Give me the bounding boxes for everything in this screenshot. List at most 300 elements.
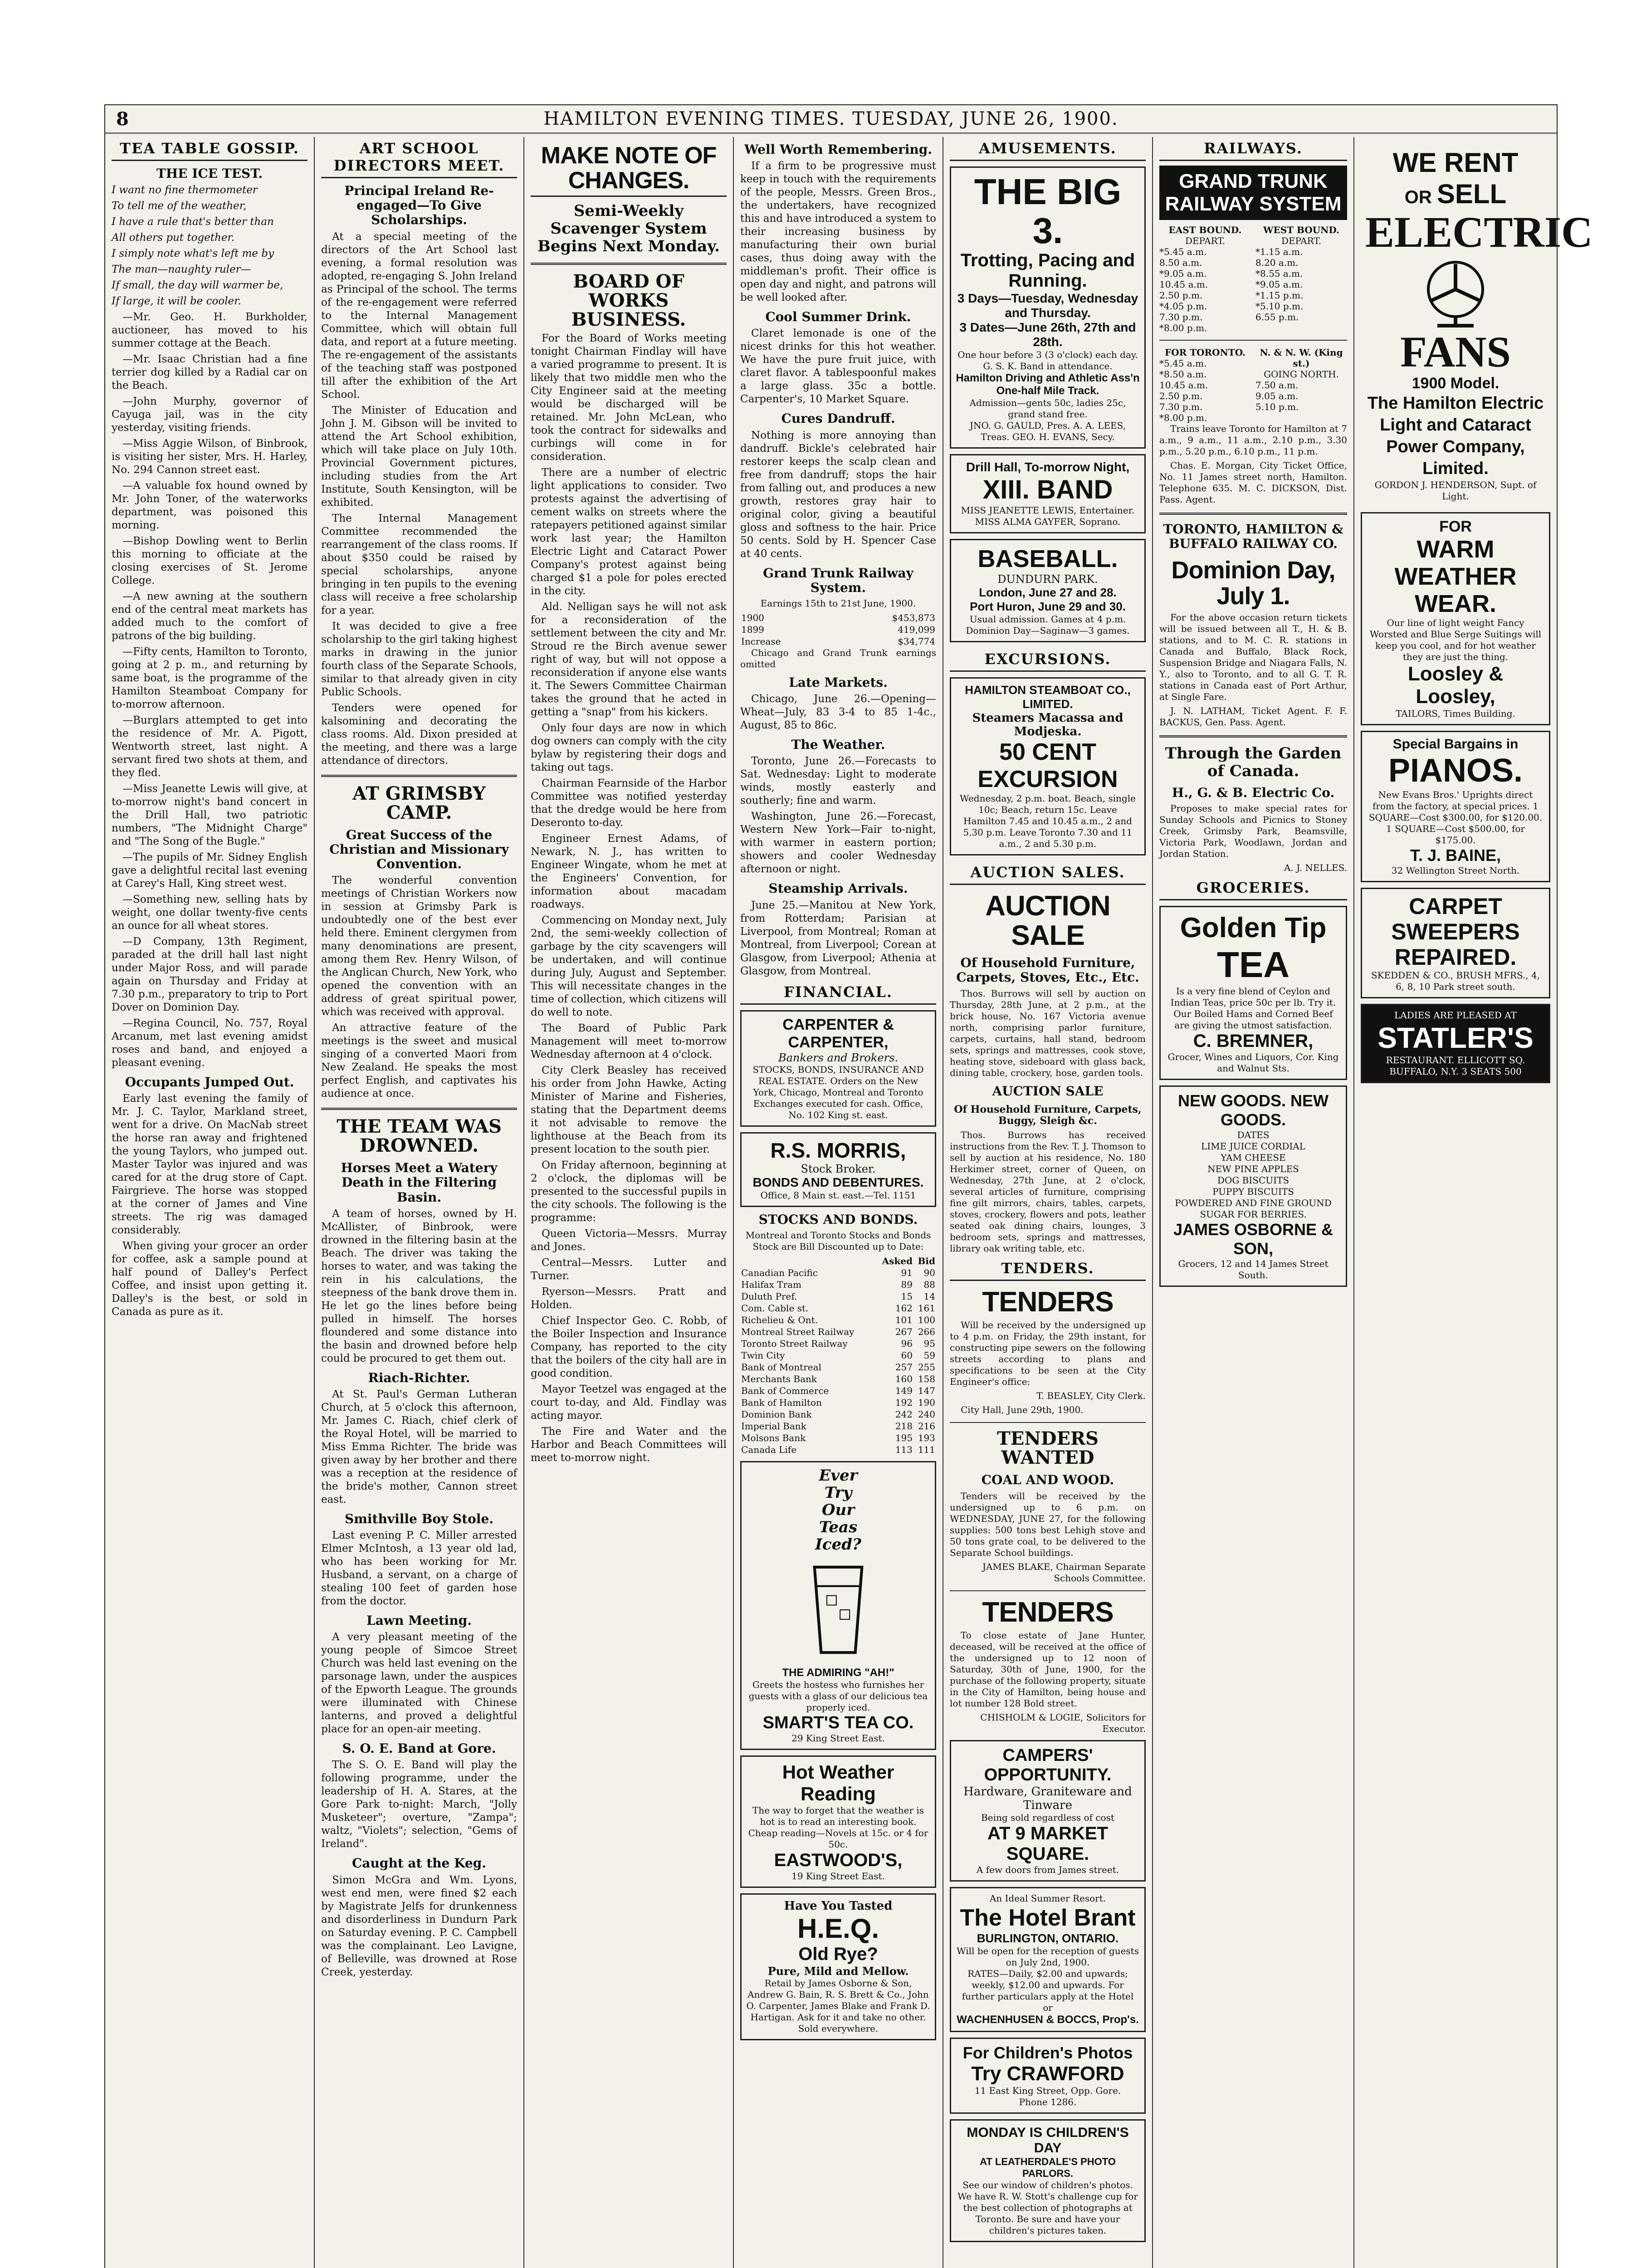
ad-title: WARM WEATHER WEAR.: [1394, 536, 1517, 617]
ad-sign: JAMES BLAKE, Chairman Separate Schools Committee.: [982, 1561, 1146, 1584]
paragraph: Chairman Fearnside of the Harbor Committee was notified yesterday that the dredge would be here from Deseronto to-day.: [531, 777, 727, 829]
table-cell: 111: [918, 1444, 935, 1455]
ad-line: 3 Dates—June 26th, 27th and 28th.: [959, 320, 1136, 349]
section-heading-excursions: EXCURSIONS.: [950, 648, 1146, 672]
ad-address: 29 King Street East.: [791, 1732, 885, 1744]
paragraph: At St. Paul's German Lutheran Church, at 5 o'clock this afternoon, Mr. James C. Riach, chief clerk of the Royal Hotel, will be married to Miss Emma Richter. The bride was given away by her brother and there was a reception at the residence of the bride's mother, Cannon street east.: [321, 1388, 517, 1505]
ad-text: Thos. Burrows has received instructions from the Rev. T. J. Thomson to sell by auction at his residence, No. 180 Herkimer street, corner of Queen, on Wednesday, 27th June, at 2 o'clock, several articles of furniture, comprising fine gilt mirrors, chairs, tables, carpets, stoves, crockery, flowers and pots, leather seated oak dining chairs, lounges, 3 bedroom sets, springs and mattresses, library oak writing table, etc.: [950, 1129, 1146, 1254]
ad-date: City Hall, June 29th, 1900.: [961, 1404, 1084, 1416]
ad-morris: [740, 1132, 936, 1207]
ad-electric: ELECTRIC: [1365, 208, 1593, 256]
section-heading: RAILWAYS.: [1159, 137, 1347, 161]
ad-text: Greets the hostess who furnishes her guests with a glass of our delicious tea properly iced.: [748, 1679, 928, 1713]
ad-text: Thos. Burrows will sell by auction on Thursday, 28th June, at 2 p.m., at the brick house, No. 167 Victoria avenue north, comprising parlor furniture, carpets, curtains, hall stand, bedroom sets, springs and mattresses, cook stove, heating stove, sideboard with glass back, dining table, crockery, hose, garden tools.: [950, 987, 1146, 1078]
table-cell: $34,774: [898, 635, 935, 647]
ad-leatherdale: [950, 2119, 1146, 2242]
iced-tea-glass-icon: [791, 1558, 886, 1662]
ad-heq-rye: [740, 1893, 936, 2040]
ad-subtitle: Steamers Macassa and Modjeska.: [972, 711, 1123, 738]
table-cell: Canada Life: [741, 1444, 797, 1455]
ad-name: XIII. BAND: [982, 475, 1113, 504]
table-cell: 419,099: [898, 624, 935, 635]
garden-sign: A. J. NELLES.: [1284, 862, 1347, 874]
column-art-school: [315, 137, 524, 2268]
section-heading-financial: FINANCIAL.: [740, 981, 936, 1005]
ad-baseball: [950, 539, 1146, 642]
table-row: [740, 1290, 936, 1302]
table-cell: 266: [918, 1326, 935, 1337]
toronto-times: [1159, 358, 1251, 423]
ad-subtitle: Of Household Furniture, Carpets, Buggy, Sleigh &c.: [954, 1103, 1142, 1127]
paragraph: —John Murphy, governor of Cayuga jail, was in the city yesterday, visiting friends.: [112, 396, 308, 434]
table-row: [740, 1385, 936, 1397]
table-cell: 1900: [741, 612, 764, 623]
paragraph: —A valuable fox hound owned by Mr. John Toner, of the waterworks department, was poisoned this morning.: [112, 480, 308, 532]
ad-lines: [746, 1467, 930, 1553]
ad-title: Hot Weather Reading: [782, 1761, 894, 1804]
table-cell: 190: [918, 1397, 935, 1408]
paragraph: Queen Victoria—Messrs. Murray and Jones.: [531, 1228, 727, 1253]
paragraph: —Burglars attempted to get into the residence of Mr. A. Pigott, Wentworth street, last night. A servant fired two shots at them, and they fled.: [112, 714, 308, 779]
west-times: [1255, 246, 1347, 323]
table-cell: 195: [895, 1432, 913, 1443]
grand-trunk-logo: GRAND TRUNK RAILWAY SYSTEM: [1159, 166, 1347, 220]
ad-shop: T. J. BAINE,: [1410, 846, 1501, 865]
ad-list: [1165, 1129, 1341, 1220]
line-item: *8.55 a.m.: [1255, 268, 1303, 279]
line-item: Try: [824, 1483, 852, 1502]
ad-for: FOR: [1439, 518, 1472, 535]
ad-text: New Evans Bros.' Uprights direct from the factory, at special prices. 1 SQUARE—Cost $300.00, for $120.00. 1 SQUARE—Cost $500.00, for $175.00.: [1368, 789, 1543, 846]
ad-address: TAILORS, Times Building.: [1396, 708, 1515, 719]
table-cell: 257: [895, 1361, 913, 1373]
table-cell: Dominion Bank: [741, 1408, 812, 1420]
table-cell: 91: [901, 1267, 913, 1278]
toronto-timetable: [1159, 347, 1347, 423]
ad-line: MISS JEANETTE LEWIS, Entertainer.: [961, 505, 1135, 516]
paragraph: Washington, June 26.—Forecast, Western New York—Fair to-night, with warmer in eastern portion; showers and cooler Wednesday afternoon or night.: [740, 811, 936, 875]
paragraph: Engineer Ernest Adams, of Newark, N. J., has written to Engineer Wingate, whom he met at the Engineers' Convention, for information about macadam roadways.: [531, 833, 727, 911]
ad-address: 32 Wellington Street North.: [1391, 865, 1520, 876]
thb-heading: TORONTO, HAMILTON & BUFFALO RAILWAY CO.: [1163, 522, 1343, 552]
table-cell: Bank of Montreal: [741, 1361, 821, 1373]
ad-line: AT 9 MARKET SQUARE.: [987, 1823, 1108, 1864]
article-subhead: Principal Ireland Re-engaged—To Give Scholarships.: [344, 183, 494, 228]
ad-title: AUCTION SALE: [985, 890, 1110, 952]
column-tea-table-gossip: [105, 137, 315, 2268]
paragraph: Ald. Nelligan says he will not ask for a reconsideration of the settlement between the city and Mr. Stroud re the Birch avenue sewer right of way, but will not oppose a reconsideration if anyone else wants it. The Sewers Committee Chairman takes the ground that he acted in getting a "snap" from his kickers.: [531, 601, 727, 719]
article-text: Early last evening the family of Mr. J. C. Taylor, Markland street, went for a drive. On MacNab street the horse ran away and frightened the young Taylors, who jumped out. Master Taylor was injured and was cared for at the drug store of Capt. Fairgrieve. The horse was stopped at the corner of James and Vine streets. The rig was damaged considerably.: [112, 1093, 308, 1237]
garden-text: Proposes to make special rates for Sunday Schools and Picnics to Stoney Creek, Grimsby Park, Beamsville, Victoria Park, Woodlawn, Jordan and Jordan Station.: [1159, 803, 1347, 860]
ad-fans: FANS: [1400, 327, 1511, 376]
ad-text: Will be open for the reception of guests on July 2nd, 1900.: [957, 1945, 1139, 1968]
ad-title: TENDERS: [982, 1286, 1114, 1318]
paragraph: For the Board of Works meeting tonight Chairman Findlay will have a varied programme to present. It is likely that two middle men who the City Engineer said at the meeting would be discharged will be retained. Mr. John McLean, who took the contract for sidewalks and curbings will come in for consideration.: [531, 332, 727, 463]
article-heading: Grand Trunk Railway System.: [763, 565, 913, 595]
ad-new-goods: [1159, 1085, 1347, 1287]
ad-electric-fans: [1361, 142, 1593, 507]
table-cell: 193: [918, 1432, 935, 1443]
ad-caption: THE ADMIRING "AH!": [782, 1666, 894, 1679]
ad-subtitle: Trotting, Pacing and Running.: [960, 250, 1135, 291]
table-row: [740, 1314, 936, 1326]
paragraph: At a special meeting of the directors of the Art School last evening, a formal resolution was adopted, re-engaging S. John Ireland as Principal of the school. The terms of the re-engagement were referred to the Internal Management Committee, which will obtain full data, and report at a future meeting. The re-engagement of the assistants of the teaching staff was postponed till after the exhibition of the Art School.: [321, 230, 517, 401]
line-item: *5.10 p.m.: [1255, 301, 1304, 312]
poem: [112, 184, 308, 308]
table-cell: 89: [901, 1279, 913, 1290]
ad-subtitle: Hardware, Graniteware and Tinware: [963, 1784, 1132, 1812]
table-cell: Twin City: [741, 1349, 785, 1361]
line-item: Our: [821, 1501, 855, 1519]
table-cell: $453,873: [892, 612, 935, 623]
ad-subtitle: AT LEATHERDALE'S PHOTO PARLORS.: [980, 2156, 1116, 2179]
ad-smarts-tea: [740, 1461, 936, 1750]
depart-label: DEPART.: [1281, 235, 1322, 246]
table-cell: Imperial Bank: [741, 1420, 806, 1432]
table-row: [740, 1408, 936, 1420]
article-heading: Smithville Boy Stole.: [345, 1511, 493, 1526]
table-row: [740, 1420, 936, 1432]
ad-office: Office, 8 Main st. east.—Tel. 1151: [760, 1189, 916, 1201]
line-item: *1.15 p.m.: [1255, 290, 1304, 301]
article-heading: Late Markets.: [789, 675, 888, 690]
table-cell: Bank of Commerce: [741, 1385, 829, 1396]
article-body: [531, 332, 727, 1465]
ad-left: Have You Tasted: [784, 1899, 893, 1913]
table-cell: 1899: [741, 624, 764, 635]
article-heading: AT GRIMSBY CAMP.: [352, 782, 486, 823]
line-item: 7.30 p.m.: [1159, 401, 1203, 412]
paragraph: If large, it will be cooler.: [112, 295, 241, 308]
table-cell: 59: [923, 1349, 935, 1361]
line-item: *9.05 a.m.: [1255, 279, 1303, 290]
table-cell: 158: [918, 1373, 935, 1384]
ad-line: MISS ALMA GAYFER, Soprano.: [975, 516, 1121, 527]
ad-pre: Special Bargains in: [1392, 737, 1519, 752]
table-cell: 160: [895, 1373, 913, 1384]
section-heading-groceries: GROCERIES.: [1159, 876, 1347, 900]
table-header: Bid: [918, 1255, 935, 1266]
paragraph: Claret lemonade is one of the nicest drinks for this hot weather. We have the pure fruit juice, with claret flavor. A tablespoonful makes a large glass. 35c a bottle. Carpenter's, 10 Market Square.: [740, 327, 936, 406]
line-item: 9.05 a.m.: [1255, 391, 1299, 401]
nw-going: GOING NORTH.: [1264, 369, 1339, 380]
ad-foot: RESTAURANT. ELLICOTT SQ. BUFFALO, N.Y. 3 SEATS 500: [1386, 1055, 1525, 1077]
line-item: *1.15 a.m.: [1255, 246, 1303, 257]
ad-phone: Phone 1286.: [1019, 2096, 1077, 2107]
paragraph: —Fifty cents, Hamilton to Toronto, going at 2 p. m., and returning by same boat, is the programme of the Hamilton Steamboat Company for to-morrow afternoon.: [112, 646, 308, 711]
article-heading: Caught at the Keg.: [352, 1856, 486, 1871]
section-heading-auctions: AUCTION SALES.: [950, 861, 1146, 885]
paragraph: —Miss Aggie Wilson, of Binbrook, is visiting her sister, Mrs. H. Harley, No. 294 Cannon street east.: [112, 438, 308, 476]
ad-xiii-band: [950, 454, 1146, 533]
ad-title: TENDERS: [982, 1596, 1114, 1628]
table-row: [740, 635, 936, 647]
ad-title: CAMPERS' OPPORTUNITY.: [984, 1745, 1112, 1784]
article-text: When giving your grocer an order for coffee, ask a sample pound at half pound of Dalley's Perfect Coffee, and insist upon getting it. Dalley's is the best, or sold in Canada as pure as it.: [112, 1240, 308, 1318]
ad-text: SKEDDEN & CO., BRUSH MFRS., 4, 6, 8, 10 Park street south.: [1371, 970, 1540, 992]
table-cell: Richelieu & Ont.: [741, 1314, 818, 1325]
line-item: LIME JUICE CORDIAL: [1201, 1141, 1306, 1152]
article-heading: Cool Summer Drink.: [765, 309, 911, 325]
ad-pre: An Ideal Summer Resort.: [989, 1892, 1106, 1904]
ad-hotel-brant: [950, 1887, 1146, 2032]
ad-title: The Hotel Brant: [960, 1904, 1136, 1931]
ad-steamboat: [950, 677, 1146, 855]
table-cell: 218: [895, 1420, 913, 1432]
masthead: [105, 105, 1557, 134]
table-cell: Merchants Bank: [741, 1373, 817, 1384]
line-item: *5.45 a.m.: [1159, 246, 1207, 257]
article-subhead: Great Success of the Christian and Missionary Convention.: [329, 827, 509, 871]
ad-subtitle: Stock Broker.: [801, 1162, 876, 1175]
tenders-3: [950, 1598, 1146, 1735]
paragraph: —A new awning at the southern end of the central meat markets has added much to the comfort of patrons of the big building.: [112, 591, 308, 642]
line-item: *8.50 a.m.: [1159, 369, 1207, 380]
section-heading: AMUSEMENTS.: [950, 137, 1146, 161]
line-item: NEW PINE APPLES: [1207, 1163, 1299, 1175]
ad-line: 50 CENT EXCURSION: [977, 739, 1118, 792]
stocks-heading: STOCKS AND BONDS.: [758, 1212, 918, 1227]
article-body: [740, 429, 936, 561]
ad-eastwoods: [740, 1755, 936, 1888]
paragraph: —Something new, selling hats by weight, one dollar twenty-five cents an ounce for all wheat stores.: [112, 894, 308, 932]
ad-text: RATES—Daily, $2.00 and upwards; weekly, $12.00 and upwards. For further particulars apply at the Hotel or: [962, 1968, 1134, 2013]
ad-address: 19 King Street East.: [791, 1870, 885, 1882]
article-body: [740, 327, 936, 406]
table-row: [740, 612, 936, 624]
ad-address: Grocers, 12 and 14 James Street South.: [1178, 1258, 1329, 1281]
ad-subtitle: COAL AND WOOD.: [981, 1472, 1114, 1488]
ad-line: BONDS AND DEBENTURES.: [752, 1175, 924, 1189]
ad-crawford: [950, 2038, 1146, 2114]
garden-sub: H., G. & B. Electric Co.: [1172, 785, 1335, 800]
paragraph: Central—Messrs. Lutter and Turner.: [531, 1257, 727, 1282]
railway-note: Trains leave Toronto for Hamilton at 7 a.m., 9 a.m., 11 a.m., 2.10 p.m., 3.30 p.m., 5.20 p.m., 6.10 p.m., 11 p.m.: [1159, 423, 1347, 457]
paragraph: To tell me of the weather,: [112, 200, 247, 212]
table-cell: Molsons Bank: [741, 1432, 806, 1443]
table-row: [740, 1302, 936, 1314]
auction-1: [950, 891, 1146, 1079]
article-body: [321, 874, 517, 1100]
ad-company: The Hamilton Electric Light and Cataract Power Company, Limited.: [1367, 394, 1544, 478]
paragraph: I want no fine thermometer: [112, 184, 258, 196]
table-cell: 149: [895, 1385, 913, 1396]
paragraph: I have a rule that's better than: [112, 216, 274, 228]
ad-address: 11 East King Street, Opp. Gore.: [974, 2085, 1121, 2096]
ad-text: Being sold regardless of cost: [981, 1812, 1114, 1823]
table-cell: 100: [918, 1314, 935, 1325]
ad-model: 1900 Model.: [1412, 375, 1500, 392]
paragraph: Ryerson—Messrs. Pratt and Holden.: [531, 1286, 727, 1311]
line-item: 8.50 a.m.: [1159, 257, 1202, 268]
line-item: 10.45 a.m.: [1159, 380, 1208, 391]
nw-times: [1255, 380, 1347, 412]
tenders-2: [950, 1429, 1146, 1584]
east-times: [1159, 246, 1251, 333]
paragraph: The Internal Management Committee recommended the rearrangement of the class rooms. If about $350 could be raised by special scholarships, anyone bringing in ten pupils to the evening class will receive a free scholarship for a year.: [321, 512, 517, 616]
ad-rent: WE RENT: [1392, 147, 1519, 178]
column-make-note: [524, 137, 734, 2268]
line-item: *8.00 p.m.: [1159, 323, 1207, 333]
ad-title: HAMILTON STEAMBOAT CO., LIMITED.: [965, 683, 1131, 711]
table-cell: 101: [895, 1314, 913, 1325]
ad-campers: [950, 1740, 1146, 1882]
ad-text: Will be received by the undersigned up to 4 p.m. on Friday, the 29th instant, for constructing pipe sewers on the following streets according to plans and specifications to be seen at the City Engineer's office:: [950, 1320, 1146, 1388]
ad-title: TENDERS WANTED: [996, 1428, 1099, 1469]
ad-subtitle: Of Household Furniture, Carpets, Stoves, Etc., Etc.: [956, 955, 1139, 985]
paragraph: If a firm to be progressive must keep in touch with the requirements of the people, Messrs. Green Bros., the undertakers, have recognized this and have introduced a system to their increasing business by manufacturing their own burial cases, thus doing away with the middleman's profit. Their office is open day and night, and patrons will be well looked after.: [740, 160, 936, 304]
ad-subtitle: Pure, Mild and Mellow.: [767, 1964, 909, 1978]
ad-line: Hamilton Driving and Athletic Ass'n One-half Mile Track.: [956, 372, 1140, 397]
paragraph: Nothing is more annoying than dandruff. Bickle's celebrated hair restorer keeps the scalp clean and free from dandruff; stops the hair from falling out, and produces a new growth, restores gray hair to original color, giving a beautiful gloss and softness to the hair. Price 50 cents. Sold by H. Spencer Case at 40 cents.: [740, 429, 936, 560]
ad-line: London, June 27 and 28.: [979, 586, 1117, 599]
paragraph: All others put together.: [112, 232, 235, 244]
line-item: Ever: [819, 1466, 858, 1485]
ad-prop: WACHENHUSEN & BOCCS, Prop's.: [957, 2013, 1139, 2026]
paragraph: The man—naughty ruler—: [112, 264, 251, 276]
garden-heading: Through the Garden of Canada.: [1165, 744, 1342, 780]
ad-carpenter: [740, 1010, 936, 1127]
article-heading: Steamship Arrivals.: [768, 881, 908, 896]
table-header: [740, 1255, 875, 1267]
article-subhead: Horses Meet a Watery Death in the Filtering Basin.: [341, 1160, 498, 1205]
ad-title: THE BIG 3.: [974, 171, 1122, 251]
grand-trunk-timetable: [1159, 225, 1347, 333]
table-cell: 192: [895, 1397, 913, 1408]
ad-title: CARPENTER & CARPENTER,: [782, 1016, 894, 1051]
paragraph: Only four days are now in which dog owners can comply with the city bylaw by registering their dogs and taking out tags.: [531, 722, 727, 774]
paragraph: A team of horses, owned by H. McAllister, of Binbrook, were drowned in the filtering basin at the Beach. The driver was taking the horses to water, and was taking the rein in his calculations, the steepness of the bank drove them in. He let go the lines before being pulled in himself. The horses floundered and some distance into the basin and drowned before help could be procured to get them out.: [321, 1207, 517, 1364]
table-header: Asked: [882, 1255, 913, 1266]
ad-title: BASEBALL.: [977, 545, 1118, 572]
ad-brand: Try CRAWFORD: [971, 2062, 1124, 2085]
table-row: [740, 1397, 936, 1408]
tenders-1: [950, 1287, 1146, 1416]
table-row: [740, 1267, 936, 1279]
ad-text: STOCKS, BONDS, INSURANCE AND REAL ESTATE. Orders on the New York, Chicago, Montreal and Toronto Exchanges executed for cash. Office, No. 102 King st. east.: [752, 1064, 924, 1120]
article-subhead: Semi-Weekly Scavenger System Begins Next Monday.: [537, 202, 720, 256]
paragraph: —Miss Jeanette Lewis will give, at to-morrow night's band concert in the Drill Hall, two patriotic numbers, "The Midnight Charge" and "The Song of the Bugle.": [112, 783, 308, 848]
article-body: [321, 1529, 517, 1608]
paragraph: The Board of Public Park Management will meet to-morrow Wednesday afternoon at 4 o'clock.: [531, 1022, 727, 1061]
article-body: [740, 693, 936, 732]
line-item: 7.50 a.m.: [1255, 380, 1299, 391]
line-item: POWDERED AND FINE GROUND SUGAR FOR BERRIES.: [1175, 1198, 1332, 1220]
ad-title: CARPET SWEEPERS REPAIRED.: [1391, 894, 1520, 970]
table-row: [740, 1444, 936, 1456]
table-cell: 161: [918, 1302, 935, 1314]
ad-title: STATLER'S: [1377, 1022, 1534, 1054]
article-body: [321, 230, 517, 767]
table-cell: 90: [923, 1267, 935, 1278]
ad-shop: SMART'S TEA CO.: [762, 1713, 914, 1732]
ad-title: R.S. MORRIS,: [770, 1138, 906, 1162]
table-row: [740, 1349, 936, 1361]
line-item: 6.55 p.m.: [1255, 312, 1299, 323]
ad-text: To close estate of Jane Hunter, deceased, will be received at the office of the undersigned up to 12 noon of Saturday, 30th of June, 1900, for the purchase of the following property, situate in the City of Hamilton, being house and lot number 128 Bold street.: [950, 1629, 1146, 1709]
gossip-items: [112, 311, 308, 1070]
earnings-foot: Chicago and Grand Trunk earnings omitted: [740, 647, 936, 670]
line-item: 8.20 a.m.: [1255, 257, 1299, 268]
paragraph: If small, the day will warmer be,: [112, 279, 283, 292]
ad-title: For Children's Photos: [962, 2043, 1133, 2062]
table-cell: 267: [895, 1326, 913, 1337]
nw-heading: N. & N. W. (King st.): [1260, 347, 1343, 369]
article-heading: S. O. E. Band at Gore.: [342, 1741, 496, 1756]
paragraph: June 25.—Manitou at New York, from Rotterdam; Parisian at Liverpool, from Montreal; Roman at Montreal, from Liverpool; Corean at Glasgow, from Liverpool; Athenia at Glasgow, from Montreal.: [740, 899, 936, 977]
paragraph: There are a number of electric light applications to consider. Two protests against the advertising of cement walks on streets where the ratepayers petitioned against similar work last year; the Hamilton Electric Light and Cataract Power Company's protest against being charged $1 a pole for poles erected in the city.: [531, 467, 727, 597]
ad-address: Grocer, Wines and Liquors, Cor. King and Walnut Sts.: [1167, 1051, 1339, 1074]
west-bound-heading: WEST BOUND.: [1263, 225, 1339, 235]
line-item: 7.30 p.m.: [1159, 312, 1203, 323]
newspaper-page: [104, 104, 1593, 2268]
table-cell: 255: [918, 1361, 935, 1373]
column-railways: [1153, 137, 1354, 2268]
article-body: [321, 1388, 517, 1506]
paragraph: Simon McGra and Wm. Lyons, west end men, were fined $2 each by Magistrate Jelfs for drunkenness and disorderliness in Dundurn Park on Saturday evening. P. C. Campbell was the complainant. Leo Lavigne, of Belleville, was drowned at Rose Creek, yesterday.: [321, 1874, 517, 1978]
east-bound-heading: EAST BOUND.: [1168, 225, 1242, 235]
line-item: *9.05 a.m.: [1159, 268, 1207, 279]
table-cell: 216: [918, 1420, 935, 1432]
line-item: DOG BISCUITS: [1217, 1175, 1290, 1186]
paragraph: —Mr. Isaac Christian had a fine terrier dog killed by a Radial car on the Beach.: [112, 353, 308, 392]
table-cell: Montreal Street Railway: [741, 1326, 855, 1337]
section-heading-tenders: TENDERS.: [950, 1257, 1146, 1281]
table-row: [740, 1373, 936, 1385]
ad-text: Usual admission. Games at 4 p.m. Dominion Day—Saginaw—3 games.: [966, 614, 1130, 636]
ad-statlers: [1361, 1004, 1550, 1083]
ad-golden-tip: [1159, 906, 1347, 1080]
ad-text: Tenders will be received by the undersigned up to 6 p.m. on WEDNESDAY, JUNE 27, for the following supplies: 500 tons best Lehigh stove and 50 tons grate coal, to be delivered to the Separate School buildings.: [950, 1490, 1146, 1558]
table-cell: 162: [895, 1302, 913, 1314]
dominion-day-heading: Dominion Day, July 1.: [1171, 557, 1335, 610]
column-amusements: [943, 137, 1153, 2268]
earnings-table: [740, 612, 936, 647]
line-item: *5.45 a.m.: [1159, 358, 1207, 369]
ad-title: Golden Tip: [1180, 912, 1327, 944]
article-body: [321, 1874, 517, 1979]
paragraph: —D Company, 13th Regiment, paraded at the drill hall last night under Major Ross, and will parade again on Thursday and Friday at 7.30 p.m., preparatory to trip to Port Dover on Dominion Day.: [112, 936, 308, 1014]
ad-line: 3 Days—Tuesday, Wednesday and Thursday.: [957, 291, 1138, 320]
ad-title: Drill Hall, To-morrow Night,: [966, 460, 1130, 474]
stocks-table: [740, 1255, 936, 1456]
table-cell: Bank of Hamilton: [741, 1397, 822, 1408]
ad-text: Admission—gents 50c, ladies 25c, grand stand free.: [969, 397, 1126, 420]
ad-shop: EASTWOOD'S,: [774, 1850, 903, 1870]
line-item: PUPPY BISCUITS: [1212, 1186, 1294, 1198]
ad-text: Retail by James Osborne & Son, Andrew G. Bain, R. S. Brett & Co., John O. Carpenter, James Blake and Frank D. Hartigan. Ask for it and take no other. Sold everywhere.: [746, 1977, 930, 2034]
thb-sign: J. N. LATHAM, Ticket Agent. F. F. BACKUS, Gen. Pass. Agent.: [1159, 705, 1347, 728]
table-cell: 242: [895, 1408, 913, 1420]
ad-right: Old Rye?: [798, 1944, 878, 1964]
article-headline: MAKE NOTE OF CHANGES.: [531, 143, 727, 197]
table-cell: 240: [918, 1408, 935, 1420]
ad-loosley: [1361, 512, 1550, 725]
ad-subtitle: BURLINGTON, ONTARIO.: [977, 1931, 1119, 1945]
article-body: [740, 160, 936, 304]
article-heading: The Weather.: [791, 737, 885, 753]
paragraph: The wonderful convention meetings of Christian Workers now in session at Grimsby Park is undoubtedly one of the best ever held there. Eminent clergymen from many denominations are present, among them Rev. Henry Wilson, of the Anglican Church, New York, who opened the convention with an address of great spiritual power, which was received with approval.: [321, 875, 517, 1018]
paragraph: Toronto, June 26.—Forecasts to Sat. Wednesday: Light to moderate winds, mostly easterly and southerly; fine and warm.: [740, 755, 936, 807]
table-cell: 95: [923, 1338, 935, 1349]
paragraph: Chicago, June 26.—Opening—Wheat—July, 83 3-4 to 85 1-4c., August, 85 to 86c.: [740, 693, 936, 732]
paragraph: Tenders were opened for kalsomining and decorating the class rooms. Ald. Dixon presided at the meeting, and there was a large attendance of directors.: [321, 702, 517, 767]
article-body: [321, 1207, 517, 1365]
table-cell: Toronto Street Railway: [741, 1338, 848, 1349]
ad-shop: Loosley & Loosley,: [1407, 663, 1504, 708]
table-cell: 60: [901, 1349, 913, 1361]
article-body: [740, 899, 936, 978]
